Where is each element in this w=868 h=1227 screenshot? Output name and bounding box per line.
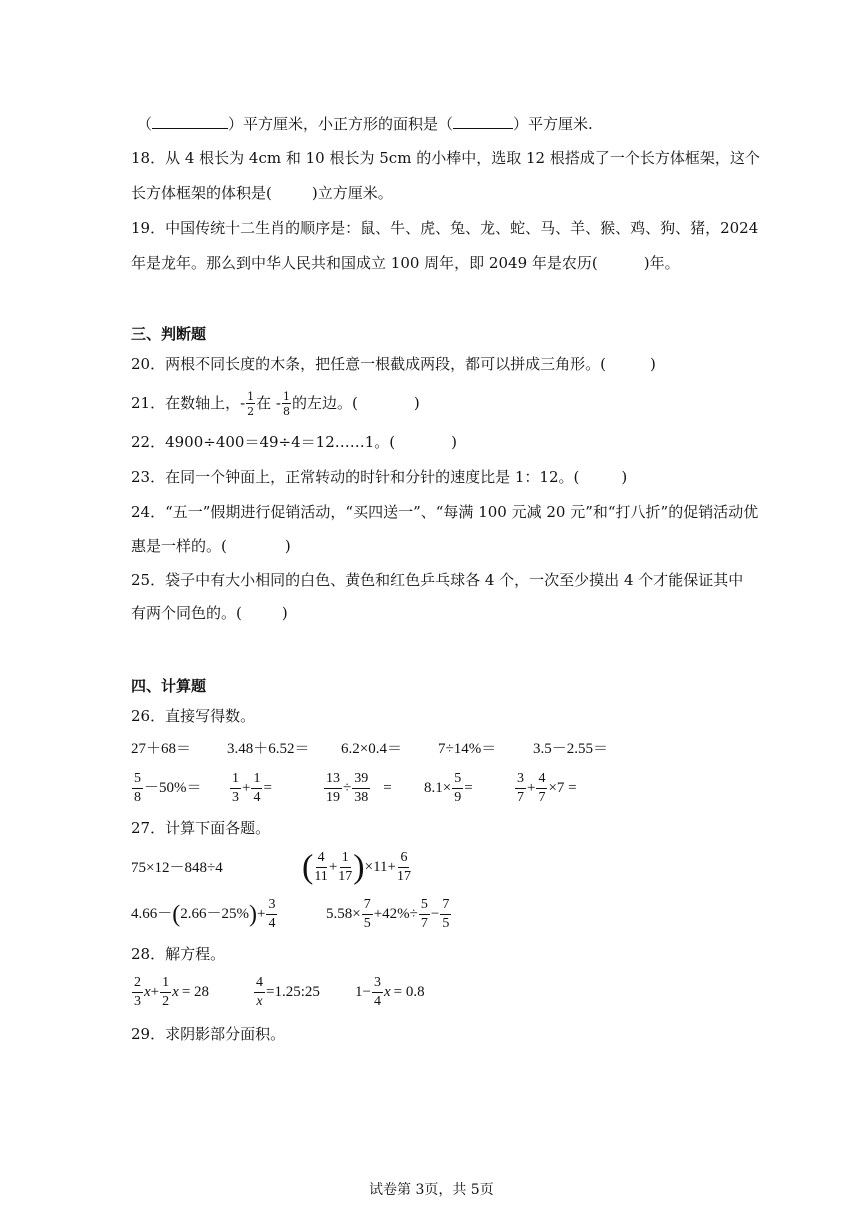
q21: 21．在数轴上，- $\frac{1}{2}$ 在 - $\frac{1}{8}$ 的左边。( ) [131,390,420,418]
q29-title: 29．求阴影部分面积。 [131,1025,286,1043]
fraction: $\frac{1}{3}$ [232,771,239,806]
q26-item: 3.48＋6.52＝ [227,741,310,757]
q26-item: $\frac{13}{19}$ ÷ $\frac{39}{38}$ = [326,771,392,806]
q28-equation: 1− $\frac{3}{4}$ x = 0.8 [355,975,425,1010]
answer-blank[interactable] [152,114,228,129]
q20: 20．两根不同长度的木条，把任意一根截成两段，都可以拼成三角形。( ) [131,355,656,373]
fraction: $\frac{3}{4}$ [268,897,276,932]
section-heading-calculation: 四、计算题 [131,677,207,695]
q26-item: $\frac{3}{7}$ + $\frac{4}{7}$ ×7 = [517,771,577,806]
q27-expr: 75×12－848÷4 [131,860,223,876]
fraction: $\frac{1}{17}$ [338,850,353,885]
q26-item: $\frac{5}{8}$ －50%＝ [134,771,202,806]
q28-title: 28．解方程。 [131,945,226,963]
fraction: $\frac{3}{7}$ [517,771,524,806]
q26-item: 7÷14%＝ [438,741,497,757]
q18-line2: 长方体框架的体积是( )立方厘米。 [131,184,393,202]
fraction: $\frac{5}{9}$ [454,771,462,806]
q26-item: 6.2×0.4＝ [341,741,402,757]
q22: 22．4900÷400＝49÷4＝12……1。( ) [131,433,458,451]
fraction: $\frac{4}{7}$ [538,771,546,806]
fraction: $\frac{5}{7}$ [420,897,428,932]
fraction: $\frac{5}{8}$ [134,771,141,806]
q27-expr: 4.66－(2.66－25%)+ $\frac{3}{4}$ [131,897,276,932]
section-heading-judgment: 三、判断题 [131,325,207,343]
q26-item: 8.1× $\frac{5}{9}$ = [424,771,473,806]
q25-line1: 25．袋子中有大小相同的白色、黄色和红色乒乓球各 4 个，一次至少摸出 4 个才能保证其中 [131,571,744,589]
fraction: $\frac{1}{2}$ [247,390,255,418]
answer-blank[interactable] [453,114,513,129]
q17-tail-line: （ ）平方厘米，小正方形的面积是（ ）平方厘米. [137,115,593,133]
q26-item: 27＋68＝ [131,741,192,757]
fraction: $\frac{4}{x}$ [256,975,263,1010]
q19-line1: 19．中国传统十二生肖的顺序是：鼠、牛、虎、兔、龙、蛇、马、羊、猴、鸡、狗、猪，2024 [131,219,759,237]
fraction: $\frac{1}{2}$ [162,975,170,1010]
q26-title: 26．直接写得数。 [131,707,256,725]
q27-expr: 5.58× $\frac{7}{5}$ +42%÷ $\frac{5}{7}$ − $\frac{7}{5}$ [326,897,450,932]
fraction: $\frac{2}{3}$ [134,975,141,1010]
fraction: $\frac{39}{38}$ [354,771,369,806]
fraction: $\frac{7}{5}$ [442,897,450,932]
q25-line2: 有两个同色的。( ) [131,604,288,622]
q24-line1: 24．“五一”假期进行促销活动，“买四送一”、“每满 100 元减 20 元”和“打八折”的促销活动优 [131,503,759,521]
q19-line2: 年是龙年。那么到中华人民共和国成立 100 周年，即 2049 年是农历( )年。 [131,254,680,272]
fraction: $\frac{13}{19}$ [326,771,340,806]
fraction: $\frac{3}{4}$ [373,975,381,1010]
page-footer: 试卷第 3页，共 5页 [369,1182,494,1198]
fraction: $\frac{1}{8}$ [283,390,290,418]
q27-title: 27．计算下面各题。 [131,819,271,837]
q18-line1: 18．从 4 根长为 4cm 和 10 根长为 5cm 的小棒中，选取 12 根搭成了一个长方体框架，这个 [131,149,760,167]
q27-expr: ( $\frac{4}{11}$ + $\frac{1}{17}$ )×11+ $\frac{6}{17}$ [302,848,411,886]
fraction: $\frac{7}{5}$ [363,897,371,932]
fraction: $\frac{6}{17}$ [396,850,411,885]
q26-item: 3.5－2.55＝ [533,741,609,757]
q26-item: $\frac{1}{3}$ + $\frac{1}{4}$ = [232,771,272,806]
q23: 23．在同一个钟面上，正常转动的时针和分针的速度比是 1：12。( ) [131,468,628,486]
q28-equation: $\frac{4}{x}$ =1.25:25 [256,975,320,1010]
fraction: $\frac{1}{4}$ [253,771,261,806]
fraction: $\frac{4}{11}$ [314,850,328,885]
q28-equation: $\frac{2}{3}$ x+ $\frac{1}{2}$ x = 28 [134,975,210,1010]
q24-line2: 惠是一样的。( ) [131,537,291,555]
